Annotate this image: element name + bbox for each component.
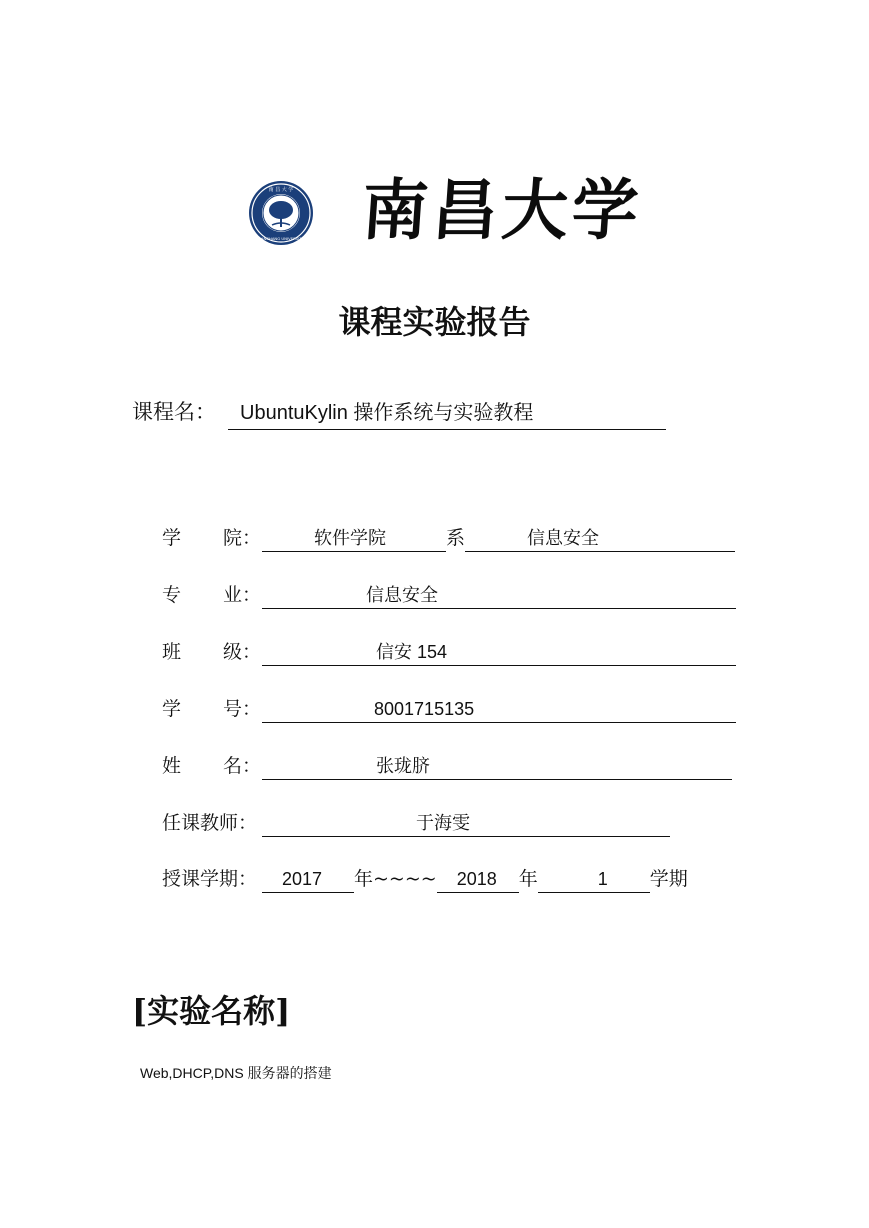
department-value: 信息安全: [527, 528, 600, 548]
major-value: 信息安全: [366, 585, 438, 605]
university-seal-logo: [248, 180, 314, 246]
student-id-row: [162, 694, 736, 724]
term-label: 授课学期：: [162, 868, 258, 890]
class-label: 班 级：: [162, 641, 262, 663]
svg-text:NANCHANG UNIVERSITY: NANCHANG UNIVERSITY: [258, 236, 304, 241]
term-row: [162, 864, 688, 894]
teacher-label: 任课教师：: [162, 812, 258, 834]
term-semester-value: 1: [597, 869, 608, 889]
term-year-separator: 年~~~~: [354, 868, 437, 890]
college-value: 软件学院: [314, 528, 386, 548]
class-value: 信安 154: [376, 642, 448, 662]
teacher-value: 于海雯: [416, 813, 470, 833]
course-name-value: UbuntuKylin 操作系统与实验教程: [228, 397, 666, 430]
student-name-value: 张珑脐: [376, 756, 430, 776]
term-year-end: 2018: [456, 869, 497, 889]
major-row: [162, 580, 736, 610]
class-row: [162, 637, 736, 667]
university-name: 南昌大学: [359, 171, 645, 249]
svg-text:南 昌 大 学: 南 昌 大 学: [268, 187, 294, 193]
course-name-label: 课程名：: [132, 400, 216, 424]
college-label: 学 院：: [162, 527, 262, 549]
college-row: [162, 523, 735, 553]
student-id-label: 学 号：: [162, 698, 262, 720]
teacher-row: [162, 808, 670, 838]
student-id-value: 8001715135: [374, 699, 475, 719]
report-title: 课程实验报告: [338, 303, 531, 341]
term-year-start: 2017: [282, 869, 323, 889]
student-name-label: 姓 名：: [162, 755, 262, 777]
term-semester-label: 学期: [649, 868, 688, 890]
experiment-section-title: [实验名称]: [132, 992, 291, 1030]
department-label: 系: [446, 527, 466, 549]
course-name-row: [132, 396, 666, 430]
major-label: 专 业：: [162, 584, 262, 606]
term-year-label: 年: [518, 868, 538, 890]
student-name-row: [162, 751, 732, 781]
experiment-name: Web,DHCP,DNS 服务器的搭建: [140, 1065, 332, 1081]
